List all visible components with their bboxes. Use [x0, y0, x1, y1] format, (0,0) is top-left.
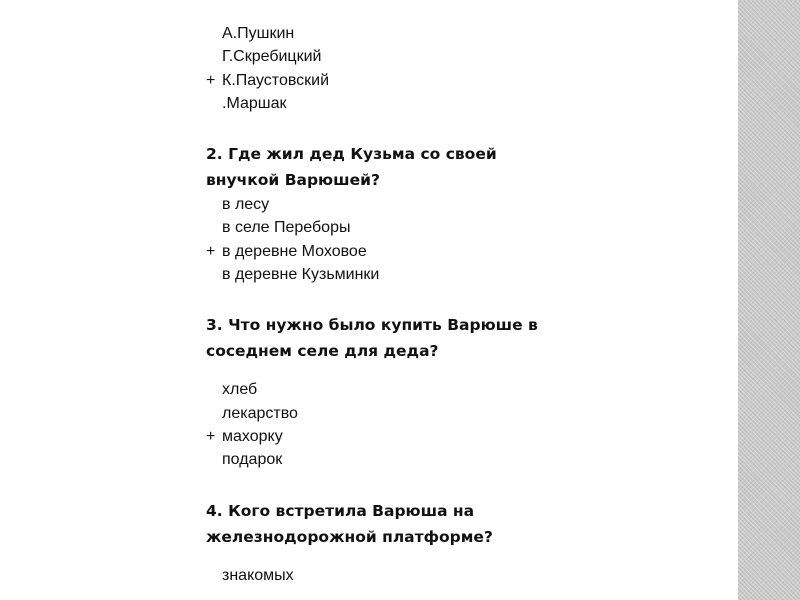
- answer-text: в селе Переборы: [222, 219, 351, 237]
- correct-marker: +: [206, 427, 216, 445]
- answer-option: [206, 564, 586, 587]
- answer-text: хлеб: [222, 381, 258, 399]
- answer-option: [206, 92, 586, 115]
- question-3: [206, 312, 586, 364]
- question-4: [206, 498, 586, 550]
- correct-marker: +: [206, 71, 216, 89]
- answer-option: [206, 69, 586, 92]
- answer-text: лекарство: [222, 404, 298, 422]
- answer-option: [206, 45, 586, 68]
- answer-option: [206, 22, 586, 45]
- answer-text: в деревне Кузьминки: [222, 266, 380, 284]
- answer-text: Г.Скребицкий: [222, 48, 322, 66]
- answer-text: в деревне Моховое: [222, 242, 367, 260]
- question-line: 4. Кого встретила Варюша на: [206, 501, 475, 520]
- answer-text: в лесу: [222, 196, 270, 214]
- answer-text: махорку: [222, 427, 283, 445]
- answer-option: [206, 448, 586, 471]
- decorative-side-panel: [738, 0, 800, 600]
- question-line: железнодорожной платформе?: [206, 527, 493, 546]
- answer-option: [206, 378, 586, 401]
- question-line: 3. Что нужно было купить Варюше в: [206, 316, 538, 335]
- answer-option: [206, 193, 586, 216]
- quiz-content: [206, 22, 586, 587]
- answer-option: [206, 263, 586, 286]
- correct-marker: +: [206, 242, 216, 260]
- answer-option: [206, 425, 586, 448]
- answer-option: [206, 216, 586, 239]
- answer-text: К.Паустовский: [222, 71, 330, 89]
- question-line: внучкой Варюшей?: [206, 171, 380, 190]
- question-2: [206, 141, 586, 193]
- answer-option: [206, 240, 586, 263]
- answer-text: .Маршак: [222, 94, 287, 112]
- question-line: соседнем селе для деда?: [206, 342, 439, 361]
- answer-option: [206, 402, 586, 425]
- answer-text: знакомых: [222, 566, 294, 584]
- answer-text: подарок: [222, 451, 283, 469]
- question-line: 2. Где жил дед Кузьма со своей: [206, 145, 497, 164]
- answer-text: А.Пушкин: [222, 25, 295, 42]
